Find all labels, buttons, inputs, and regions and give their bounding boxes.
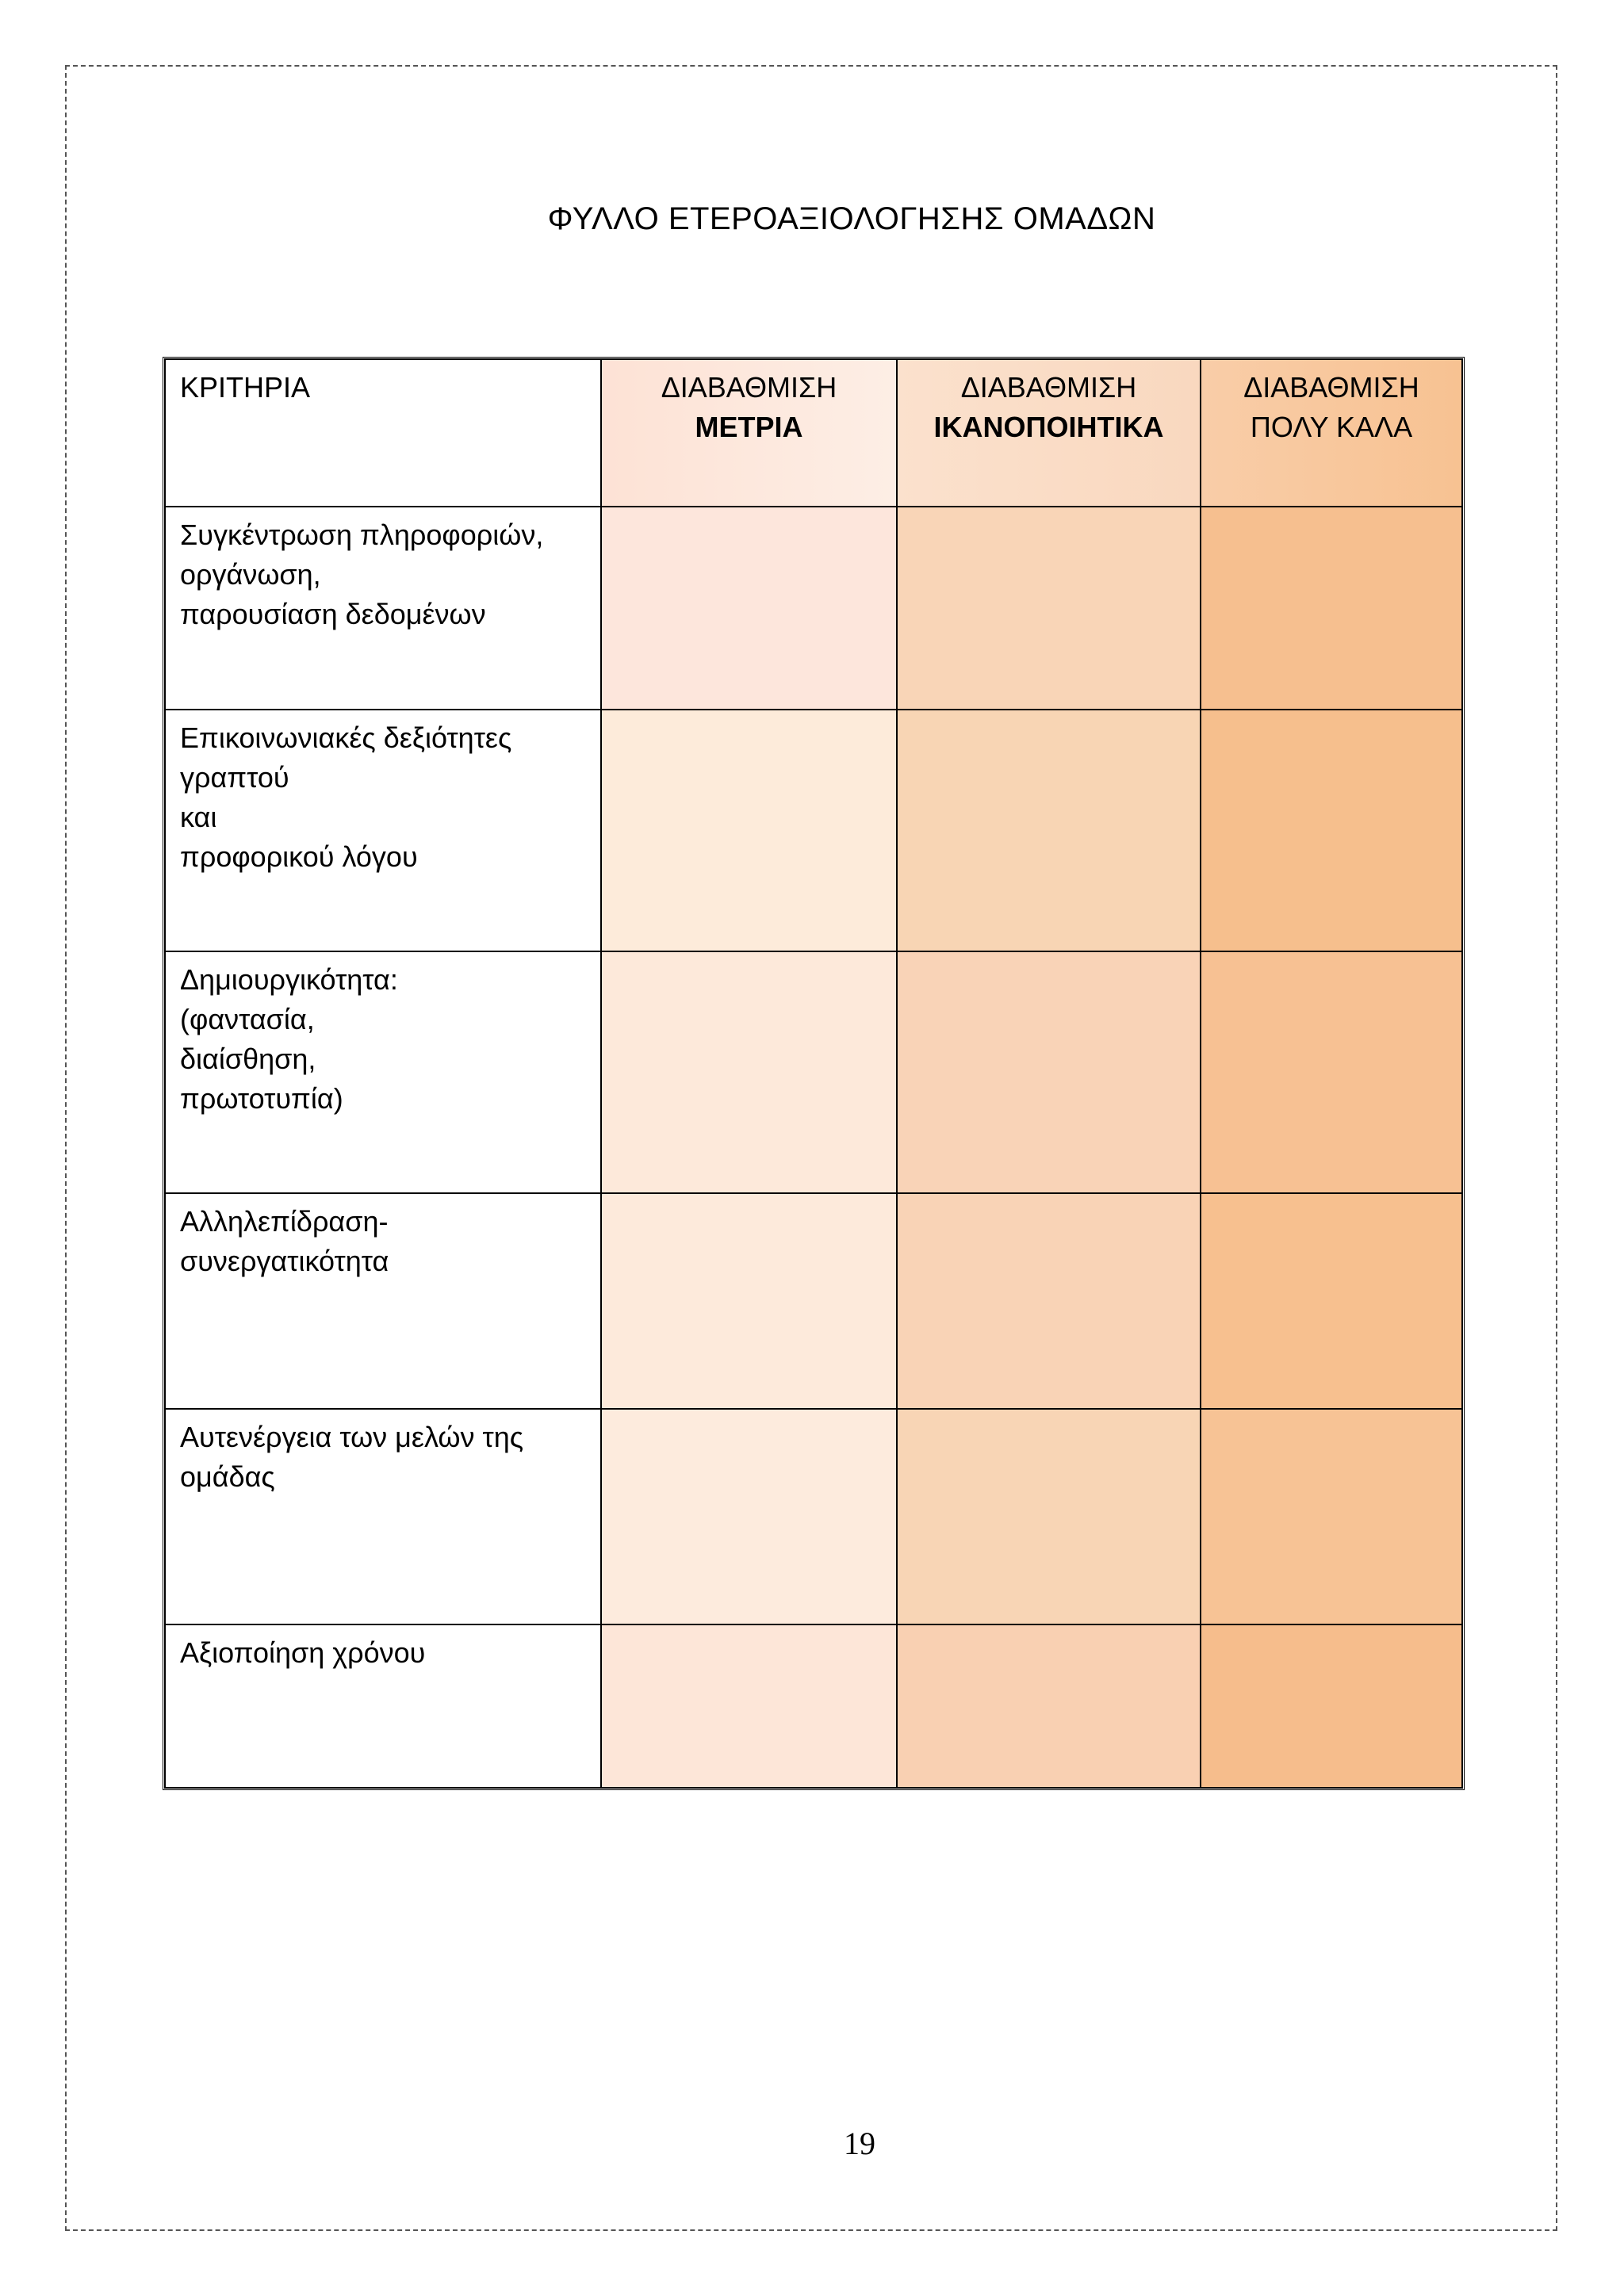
table-row — [165, 1409, 1462, 1624]
grade-cell-ikanopoiitika[interactable] — [897, 710, 1201, 951]
criterion-cell — [165, 710, 601, 951]
grade-cell-ikanopoiitika[interactable] — [897, 951, 1201, 1193]
grade-cell-poly-kala[interactable] — [1201, 710, 1462, 951]
grade-cell-poly-kala[interactable] — [1201, 951, 1462, 1193]
header-criteria: ΚΡΙΤΗΡΙΑ — [165, 359, 601, 507]
page-number: 19 — [844, 2126, 875, 2161]
criterion-text: Αλληλεπίδραση- — [180, 1205, 389, 1238]
criterion-cell — [165, 951, 601, 1193]
header-grade-level: ΠΟΛΥ ΚΑΛΑ — [1250, 411, 1413, 443]
evaluation-table — [163, 357, 1465, 1790]
grade-cell-metria[interactable] — [601, 710, 897, 951]
table-row — [165, 710, 1462, 951]
grade-cell-metria[interactable] — [601, 507, 897, 710]
header-grade-poly-kala — [1201, 359, 1462, 507]
criterion-text: συνεργατικότητα — [180, 1245, 389, 1277]
grade-cell-ikanopoiitika[interactable] — [897, 507, 1201, 710]
grade-cell-metria[interactable] — [601, 1409, 897, 1624]
criterion-cell — [165, 1409, 601, 1624]
criterion-cell — [165, 507, 601, 710]
criterion-text: Αξιοποίηση χρόνου — [180, 1636, 426, 1669]
document-title: ΦΥΛΛΟ ΕΤΕΡΟΑΞΙΟΛΟΓΗΣΗΣ ΟΜΑΔΩΝ — [547, 201, 1156, 236]
criterion-text: πρωτοτυπία) — [180, 1082, 343, 1115]
table-header-row — [165, 359, 1462, 507]
header-grade-label: ΔΙΑΒΑΘΜΙΣΗ — [960, 371, 1137, 404]
grade-cell-poly-kala[interactable] — [1201, 507, 1462, 710]
header-grade-label: ΔΙΑΒΑΘΜΙΣΗ — [661, 371, 837, 404]
criterion-text: γραπτού — [180, 761, 289, 794]
grade-cell-poly-kala[interactable] — [1201, 1193, 1462, 1409]
grade-cell-metria[interactable] — [601, 1193, 897, 1409]
criterion-text: Επικοινωνιακές δεξιότητες — [180, 721, 512, 754]
criterion-text: διαίσθηση, — [180, 1043, 316, 1075]
criterion-text: Συγκέντρωση πληροφοριών, — [180, 519, 544, 551]
header-grade-metria — [601, 359, 897, 507]
criterion-text: προφορικού λόγου — [180, 840, 418, 873]
criterion-cell — [165, 1193, 601, 1409]
criterion-text: οργάνωση, — [180, 558, 321, 591]
header-grade-level: ΙΚΑΝΟΠΟΙΗΤΙΚΑ — [933, 411, 1164, 443]
table-row — [165, 507, 1462, 710]
grade-cell-ikanopoiitika[interactable] — [897, 1624, 1201, 1788]
grade-cell-metria[interactable] — [601, 951, 897, 1193]
criterion-text: Αυτενέργεια των μελών της — [180, 1421, 524, 1453]
table-row — [165, 1193, 1462, 1409]
table-row — [165, 951, 1462, 1193]
table-row — [165, 1624, 1462, 1788]
grade-cell-poly-kala[interactable] — [1201, 1409, 1462, 1624]
criterion-text: ομάδας — [180, 1460, 275, 1493]
criterion-text: και — [180, 801, 217, 833]
criterion-cell — [165, 1624, 601, 1788]
grade-cell-ikanopoiitika[interactable] — [897, 1409, 1201, 1624]
header-grade-label: ΔΙΑΒΑΘΜΙΣΗ — [1243, 371, 1419, 404]
criterion-text: (φαντασία, — [180, 1003, 315, 1035]
header-grade-ikanopoiitika — [897, 359, 1201, 507]
header-grade-level: ΜΕΤΡΙΑ — [695, 411, 803, 443]
criterion-text: Δημιουργικότητα: — [180, 963, 398, 996]
criterion-text: παρουσίαση δεδομένων — [180, 598, 486, 630]
grade-cell-ikanopoiitika[interactable] — [897, 1193, 1201, 1409]
grade-cell-poly-kala[interactable] — [1201, 1624, 1462, 1788]
grade-cell-metria[interactable] — [601, 1624, 897, 1788]
